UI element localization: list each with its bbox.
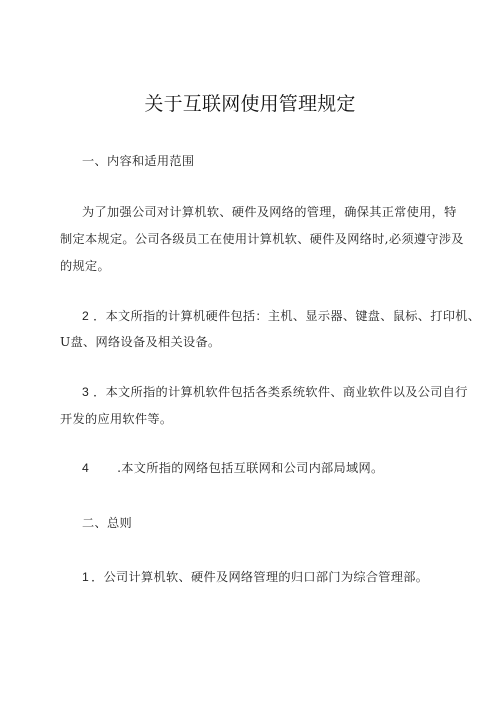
list-item-text: ．公司计算机软、硬件及网络管理的归口部门为综合管理部。: [91, 570, 429, 584]
list-item-text: .本文所指的网络包括互联网和公司内部局域网。: [117, 461, 384, 475]
list-item-text: ．本文所指的计算机硬件包括：主机、显示器、键盘、鼠标、打印机、: [93, 309, 481, 323]
paragraph-line: 制定本规定。公司各级员工在使用计算机软、硬件及网络时,必须遵守涉及: [60, 232, 464, 246]
document-title: 关于互联网使用管理规定: [144, 93, 356, 115]
section-heading-general: 二、总则: [82, 516, 132, 530]
section-heading-scope: 一、内容和适用范围: [82, 154, 195, 168]
list-item-continuation: U盘、网络设备及相关设备。: [60, 335, 221, 349]
list-item-2: [82, 307, 480, 325]
general-item-1: [82, 568, 428, 586]
list-item-continuation: 开发的应用软件等。: [60, 412, 173, 426]
paragraph-line: 为了加强公司对计算机软、硬件及网络的管理，确保其正常使用，特: [82, 205, 457, 219]
list-item-number: 4: [82, 461, 90, 475]
paragraph-line: 的规定。: [60, 259, 110, 273]
list-item-text: ．本文所指的计算机软件包括各类系统软件、商业软件以及公司自行: [93, 385, 468, 399]
list-item-3: [82, 383, 468, 401]
list-item-number: 3: [82, 385, 90, 399]
list-item-4: [82, 459, 384, 477]
list-item-number: 2: [82, 309, 90, 323]
list-item-number: 1: [82, 570, 90, 584]
